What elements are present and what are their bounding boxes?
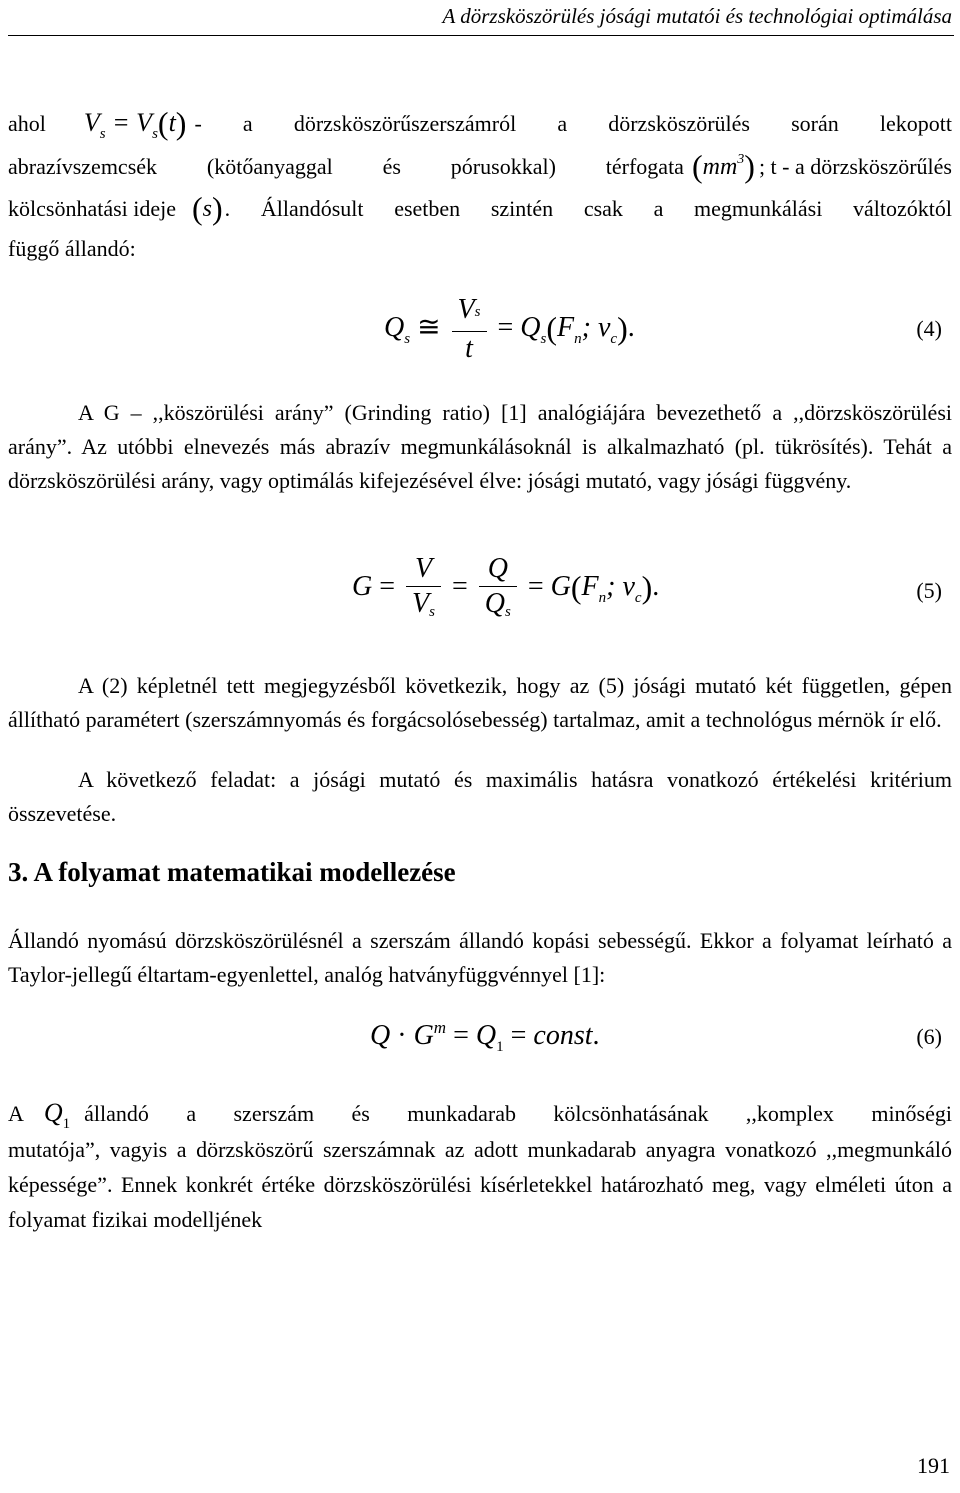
para1-line4: függő állandó: bbox=[8, 236, 136, 261]
formula-vs: $V_s = V_s(t)$ bbox=[83, 105, 187, 142]
para1-line3-text: kölcsönhatási ideje bbox=[8, 196, 177, 221]
para1-line3 bbox=[8, 188, 952, 226]
para6-line1-text: állandó a szerszám és munkadarab kölcsönhatásának ,,komplex minőségi bbox=[84, 1101, 952, 1126]
para6-line1 bbox=[8, 1096, 952, 1134]
equation-4: $Q_s$ ≅ $\frac{Vs}{t}$ = $Q_s(F_n$; $v_c$). bbox=[384, 294, 635, 364]
para1-line2-text: abrazívszemcsék (kötőanyaggal és pórusokkal) térfogata bbox=[8, 154, 684, 179]
formula-mm3: $(mm^3)$ bbox=[691, 148, 755, 184]
para1-line1-text: - a dörzsköszörűszerszámról a dörzsköszörülés során lekopott bbox=[194, 111, 952, 136]
equation-6-number: (6) bbox=[916, 1024, 942, 1049]
equation-6: $Q \cdot G^m = Q_1$ = const. bbox=[370, 1018, 600, 1055]
para5: Állandó nyomású dörzsköszörülésnél a szerszám állandó kopási sebességű. Ekkor a folyamat leírható a Taylor-jellegű éltartam-egyenlettel, analóg hatványfüggvénnyel [1]: bbox=[8, 928, 952, 987]
para4: A következő feladat: a jósági mutató és maximális hatásra vonatkozó értékelési kritérium összevetése. bbox=[8, 767, 952, 826]
page-number: 191 bbox=[917, 1453, 950, 1478]
header-rule bbox=[8, 35, 954, 36]
equation-5-number: (5) bbox=[916, 578, 942, 603]
para1-line2-tail: ; t - a dörzsköszörűlés bbox=[758, 154, 952, 179]
para1-line1 bbox=[8, 103, 952, 144]
equation-5: G = $\frac{V}{Vs}$ = $\frac{Q}{Qs}$ = $G(F_n$; $v_c$). bbox=[352, 553, 660, 620]
para6-a: A bbox=[8, 1101, 24, 1126]
section-heading: 3. A folyamat matematikai modellezése bbox=[8, 857, 456, 887]
para1-line3-tail: . Állandósult esetben szintén csak a megmunkálási változóktól bbox=[224, 196, 952, 221]
para6-rest: mutatója”, vagyis a dörzsköszörű szerszámnak az adott munkadarab anyagra vonatkozó ,,megmunkáló képessége”. Ennek konkrét értéke dörzsköszörülési kísérletekkel határozható meg, vagy elméleti úton a folyamat fizikai modelljének bbox=[8, 1137, 952, 1232]
para3: A (2) képletnél tett megjegyzésből következik, hogy az (5) jósági mutató két független, gépen állítható paramétert (szerszámnyomás és forgácsolósebesség) tartalmaz, amit a technológus mérnök ír elő. bbox=[8, 673, 952, 732]
para1-line2 bbox=[8, 146, 952, 188]
para2: A G – ,,köszörülési arány” (Grinding ratio) [1] analógiájára bevezethető a ,,dörzsköszörülési arány”. Az utóbbi elnevezés más abrazív megmunkálásoknál is alkalmazható (pl. tükrösítés). Tehát a dörzsköszörülési arány, vagy optimálás kifejezésével élve: jósági mutató, vagy jósági függvény. bbox=[8, 400, 952, 493]
formula-q1: $Q_1$ bbox=[43, 1098, 71, 1132]
formula-s: (s) bbox=[192, 190, 223, 226]
running-header: A dörzsköszörülés jósági mutatói és technológiai optimálása bbox=[442, 4, 952, 28]
equation-4-number: (4) bbox=[916, 316, 942, 341]
para1-ahol: ahol bbox=[8, 111, 46, 136]
